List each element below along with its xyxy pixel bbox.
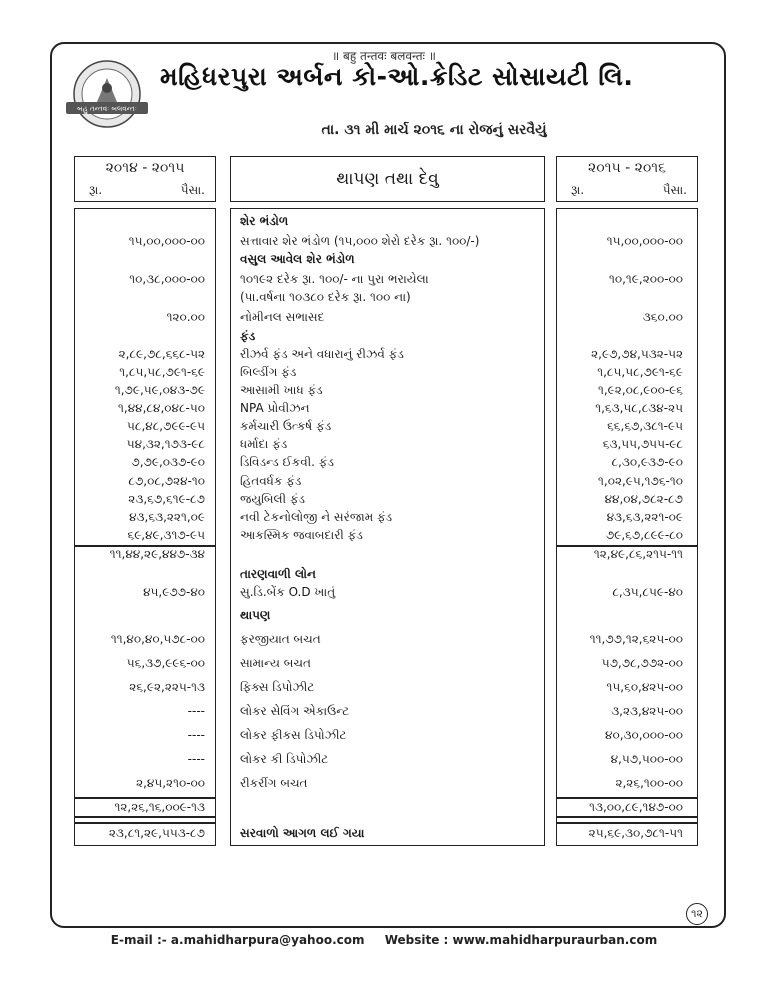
table-row xyxy=(0,728,768,746)
left-year-label: ૨૦૧૪ - ૨૦૧૫ xyxy=(105,160,185,176)
row-description: NPA પ્રોવીઝન xyxy=(240,401,310,415)
right-ps-label: પૈસા. xyxy=(662,183,687,197)
row-description: ૧૦૧૯૨ દરેક રૂા. ૧૦૦/- ના પુરા ભરાયેલા xyxy=(240,272,429,286)
table-row xyxy=(0,632,768,650)
curr-year-amount: ૧,૯૨,૦૮,૯૦૦-૯૬ xyxy=(597,383,683,397)
row-description: સુ.ડિ.બેંક O.D ખાતું xyxy=(240,585,336,599)
footer-email[interactable]: E-mail :- a.mahidharpura@yahoo.com xyxy=(110,933,365,947)
prev-year-amount: ૬૯,૪૯,૩૧૭-૯૫ xyxy=(127,528,205,542)
middle-header xyxy=(230,156,545,202)
curr-year-amount: ૬૩,૫૫,૭૫૫-૯૮ xyxy=(602,437,683,451)
middle-header-label: થાપણ તથા દેવુ xyxy=(336,169,439,189)
subtotal-reserves-left: ૧૧,૪૪,૨૯,૪૪૭-૩૪ xyxy=(109,547,205,561)
curr-year-amount: ૧,૮૫,૫૮,૭૯૧-૬૯ xyxy=(597,365,683,379)
prev-year-amount: ૨૩,૬૭,૬૧૯-૮૭ xyxy=(128,492,205,506)
left-rs-label: રૂા. xyxy=(89,183,103,197)
prev-year-amount: ૭,૭૯,૦૩૭-૯૦ xyxy=(131,455,205,469)
prev-year-amount: ૨,૮૯,૭૮,૬૬૮-૫૨ xyxy=(118,347,205,361)
prev-year-amount: ૮૭,૦૮,૭૨૪-૧૦ xyxy=(128,474,205,488)
prev-year-amount: ---- xyxy=(187,752,205,766)
table-row xyxy=(0,437,768,455)
grand-total-row xyxy=(0,826,768,844)
curr-year-amount: ૮,૩૦,૯૩૭-૯૦ xyxy=(611,455,683,469)
curr-year-amount: ૨,૨૬,૧૦૦-૦૦ xyxy=(615,776,683,790)
right-subtotal2-rule xyxy=(556,797,698,799)
prev-year-amount: ૧૨૦.૦૦ xyxy=(166,310,205,324)
curr-year-amount: ૮,૩૫,૮૫૯-૪૦ xyxy=(612,585,683,599)
section-heading: થાપણ xyxy=(240,608,271,622)
table-row xyxy=(0,656,768,674)
prev-year-amount: ૧૫,૦૦,૦૦૦-૦૦ xyxy=(128,234,205,248)
table-row xyxy=(0,752,768,770)
right-year-label: ૨૦૧૫ - ૨૦૧૬ xyxy=(587,160,666,176)
page-number: ૧૨ xyxy=(686,903,708,925)
subtotal-reserves-right: ૧૨,૪૯,૮૬,૨૧૫-૧૧ xyxy=(593,547,683,561)
table-row xyxy=(0,310,768,328)
prev-year-amount: ૧૧,૪૦,૪૦,૫૭૮-૦૦ xyxy=(110,632,205,646)
table-row xyxy=(0,567,768,585)
footer xyxy=(0,933,768,947)
prev-year-amount: ૧,૭૯,૫૯,૦૪૩-૭૯ xyxy=(114,383,205,397)
curr-year-amount: ૧૦,૧૯,૨૦૦-૦૦ xyxy=(609,272,683,286)
table-row xyxy=(0,776,768,794)
prev-year-amount: ૨,૪૫,૨૧૦-૦૦ xyxy=(136,776,205,790)
right-rs-label: રૂા. xyxy=(571,183,585,197)
curr-year-amount: ૩,૨૩,૪૨૫-૦૦ xyxy=(611,704,683,718)
curr-year-amount: ૧૫,૦૦,૦૦૦-૦૦ xyxy=(606,234,683,248)
row-description: આસામી ખાધ ફંડ xyxy=(240,383,323,397)
table-row xyxy=(0,704,768,722)
table-row xyxy=(0,455,768,473)
curr-year-amount: ૪૩,૬૩,૨૨૧-૦૯ xyxy=(606,510,683,524)
row-description: રીઝર્વ ફંડ અને વધારાનું રીઝર્વ ફંડ xyxy=(240,347,404,361)
prev-year-amount: ૧,૪૪,૮૪,૦૪૮-૫૦ xyxy=(118,401,205,415)
curr-year-amount: ૪૦,૩૦,૦૦૦-૦૦ xyxy=(605,728,683,742)
curr-year-amount: ૪૪,૦૪,૭૮૨-૮૭ xyxy=(604,492,683,506)
table-row xyxy=(0,252,768,270)
section-heading: ફંડ xyxy=(240,329,256,343)
prev-year-amount: ૪૫,૯૭૭-૪૦ xyxy=(143,585,205,599)
row-description: ધર્માદા ફંડ xyxy=(240,437,288,451)
table-row xyxy=(0,510,768,528)
row-description: ફરજીયાત બચત xyxy=(240,632,321,646)
table-row xyxy=(0,492,768,510)
row-description: કર્મચારી ઉત્કર્ષ ફંડ xyxy=(240,419,332,433)
table-row xyxy=(0,214,768,232)
right-year-header xyxy=(556,156,698,202)
table-row xyxy=(0,680,768,698)
subtotal-reserves-row xyxy=(0,547,768,565)
table-row xyxy=(0,585,768,603)
row-description: હિતવર્ધક ફંડ xyxy=(240,474,302,488)
left-subtotal2-rule xyxy=(74,797,216,799)
row-description: લોકર સેવિંગ એકાઉન્ટ xyxy=(240,704,350,718)
balance-sheet-subtitle: તા. ૩૧ મી માર્ચ ૨૦૧૬ ના રોજનું સરવૈયું xyxy=(321,122,547,138)
row-description: બિલ્ડીંગ ફંડ xyxy=(240,365,297,379)
curr-year-amount: ૬૬,૬૭,૩૮૧-૯૫ xyxy=(607,419,683,433)
row-description: આકસ્મિક જવાબદારી ફંડ xyxy=(240,528,363,542)
row-description: જયુબિલી ફંડ xyxy=(240,492,306,506)
prev-year-amount: ---- xyxy=(187,728,205,742)
table-row xyxy=(0,329,768,347)
curr-year-amount: ૨,૯૭,૭૪,૫૩૨-૫૨ xyxy=(591,347,683,361)
prev-year-amount: ૫૪,૩૨,૧૭૩-૯૮ xyxy=(126,437,205,451)
curr-year-amount: ૧૫,૬૦,૪૨૫-૦૦ xyxy=(606,680,683,694)
footer-website[interactable]: Website : www.mahidharpuraurban.com xyxy=(384,933,658,947)
grand-total-left: ૨૩,૮૧,૨૯,૫૫૩-૮૭ xyxy=(108,826,205,840)
subtotal-deposits-row xyxy=(0,800,768,818)
left-total-rule xyxy=(74,822,216,824)
left-ps-label: પૈસા. xyxy=(180,183,205,197)
society-logo xyxy=(60,58,154,130)
curr-year-amount: ૪,૫૭,૫૦૦-૦૦ xyxy=(610,752,683,766)
table-row xyxy=(0,528,768,546)
table-row xyxy=(0,272,768,290)
table-row xyxy=(0,419,768,437)
left-year-header xyxy=(74,156,216,202)
section-heading: શેર ભંડોળ xyxy=(240,214,289,228)
row-description: લોકર ફીકસ ડિપોઝીટ xyxy=(240,728,347,742)
prev-year-amount: ૧,૮૫,૫૮,૭૯૧-૬૯ xyxy=(119,365,205,379)
section-heading: વસુલ આવેલ શેર ભંડોળ xyxy=(240,252,355,266)
curr-year-amount: ૭૯,૬૭,૮૯૯-૮૦ xyxy=(605,528,683,542)
subtotal-deposits-right: ૧૩,૦૦,૮૯,૧૪૭-૦૦ xyxy=(589,800,683,814)
society-title: મહિધરપુરા અર્બન કો-ઓ.ક્રેડિટ સોસાયટી લિ. xyxy=(160,62,634,91)
table-row xyxy=(0,608,768,626)
prev-year-amount: ૫૮,૪૮,૭૯૯-૯૫ xyxy=(126,419,205,433)
table-row xyxy=(0,290,768,308)
right-total-rule xyxy=(556,822,698,824)
table-row xyxy=(0,347,768,365)
subtotal-deposits-left: ૧૨,૨૬,૧૬,૦૦૯-૧૩ xyxy=(114,800,205,814)
row-description: નોમીનલ સભાસદ xyxy=(240,310,325,324)
curr-year-amount: ૫૭,૭૮,૭૭૨-૦૦ xyxy=(601,656,683,670)
table-row xyxy=(0,401,768,419)
row-description: લોકર કી ડિપોઝીટ xyxy=(240,752,329,766)
row-description: ફિક્સ ડિપોઝીટ xyxy=(240,680,315,694)
motto: ॥ बहु तन्तवः बलवन्तः ॥ xyxy=(332,49,436,63)
table-row xyxy=(0,365,768,383)
grand-total-right: ૨૫,૬૯,૩૦,૭૮૧-૫૧ xyxy=(588,826,683,840)
row-description: સામાન્ય બચત xyxy=(240,656,311,670)
section-heading: તારણવાળી લોન xyxy=(240,567,316,581)
table-row xyxy=(0,383,768,401)
logo-banner-text: બહુ તન્તવઃ બલવન્તઃ xyxy=(77,105,137,113)
row-description: (પા.વર્ષના ૧૦૩૮૦ દરેક રૂા. ૧૦૦ ના) xyxy=(240,290,411,304)
row-description: સત્તાવાર શેર ભંડોળ (૧૫,૦૦૦ શેરો દરેક રૂા. ૧૦૦/-) xyxy=(240,234,480,248)
curr-year-amount: ૩૬૦.૦૦ xyxy=(642,310,683,324)
curr-year-amount: ૧,૬૩,૫૮,૮૩૪-૨૫ xyxy=(595,401,683,415)
prev-year-amount: ૨૬,૯૨,૨૨૫-૧૩ xyxy=(129,680,205,694)
table-row xyxy=(0,234,768,252)
prev-year-amount: ---- xyxy=(187,704,205,718)
prev-year-amount: ૫૬,૩૭,૯૯૬-૦૦ xyxy=(126,656,205,670)
curr-year-amount: ૧,૦૨,૯૫,૧૭૬-૧૦ xyxy=(598,474,683,488)
table-row xyxy=(0,474,768,492)
prev-year-amount: ૧૦,૩૮,૦૦૦-૦૦ xyxy=(129,272,205,286)
grand-total-label: સરવાળો આગળ લઈ ગયા xyxy=(240,826,365,840)
curr-year-amount: ૧૧,૭૭,૧૨,૬૨૫-૦૦ xyxy=(589,632,683,646)
row-description: ડિવિડન્ડ ઈકવી. ફંડ xyxy=(240,455,334,469)
row-description: રીકરીંગ બચત xyxy=(240,776,308,790)
prev-year-amount: ૪૩,૬૩,૨૨૧,૦૯ xyxy=(129,510,205,524)
row-description: નવી ટેકનોલોજી ને સરંજામ ફંડ xyxy=(240,510,393,524)
